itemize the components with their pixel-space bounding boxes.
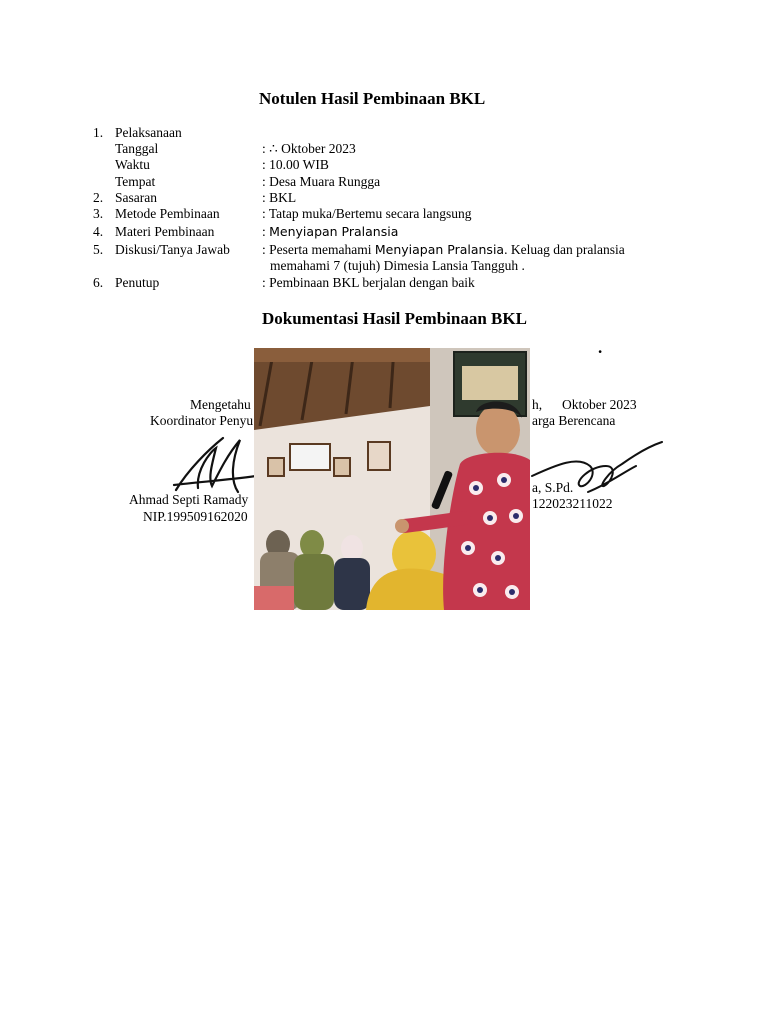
documentation-photo [254,348,530,610]
list-item-value: : Peserta memahami Menyiapan Pralansia. Keluag dan pralansia [262,242,625,257]
right-date: Oktober 2023 [562,397,637,412]
list-item-value-continued: memahami 7 (tujuh) Dimesia Lansia Tangguh . [270,258,525,273]
right-signature-image [528,436,664,498]
documentation-title: Dokumentasi Hasil Pembinaan BKL [262,309,527,328]
list-item-label: Sasaran [115,190,157,205]
right-position-label: arga Berencana [532,413,616,428]
left-signature-image [168,430,258,500]
list-item-num: 5. [93,242,104,257]
list-item-label: Tempat [115,174,156,189]
list-item-label: Pelaksanaan [115,125,182,140]
list-item-label: Penutup [115,275,160,290]
right-date-prefix: h, [532,397,543,412]
list-item-num: 1. [93,125,104,140]
right-nip: 122023211022 [532,496,613,511]
right-name: a, S.Pd. [532,480,574,495]
list-item-value: : ∴ Oktober 2023 [262,141,356,156]
list-item-value: : 10.00 WIB [262,157,329,172]
list-item-label: Diskusi/Tanya Jawab [115,242,230,257]
list-item-label: Metode Pembinaan [115,206,220,221]
list-item-value: : Pembinaan BKL berjalan dengan baik [262,275,475,290]
list-item-num: 4. [93,224,104,239]
list-item-value: : Menyiapan Pralansia [262,224,399,239]
left-name: Ahmad Septi Ramady [129,492,249,507]
list-item-value: : BKL [262,190,297,205]
list-item-num: 3. [93,206,104,221]
stray-dot: . [598,338,603,357]
list-item-label: Waktu [115,157,150,172]
list-item-num: 6. [93,275,104,290]
list-item-value: : Desa Muara Rungga [262,174,381,189]
left-position-label: Koordinator Penyu [150,413,254,428]
page-title: Notulen Hasil Pembinaan BKL [259,89,486,108]
list-item-label: Tanggal [115,141,159,156]
list-item-value: : Tatap muka/Bertemu secara langsung [262,206,472,221]
list-item-num: 2. [93,190,104,205]
left-nip: NIP.199509162020 [143,509,248,524]
list-item-label: Materi Pembinaan [115,224,215,239]
left-approval-label: Mengetahu [190,397,251,412]
